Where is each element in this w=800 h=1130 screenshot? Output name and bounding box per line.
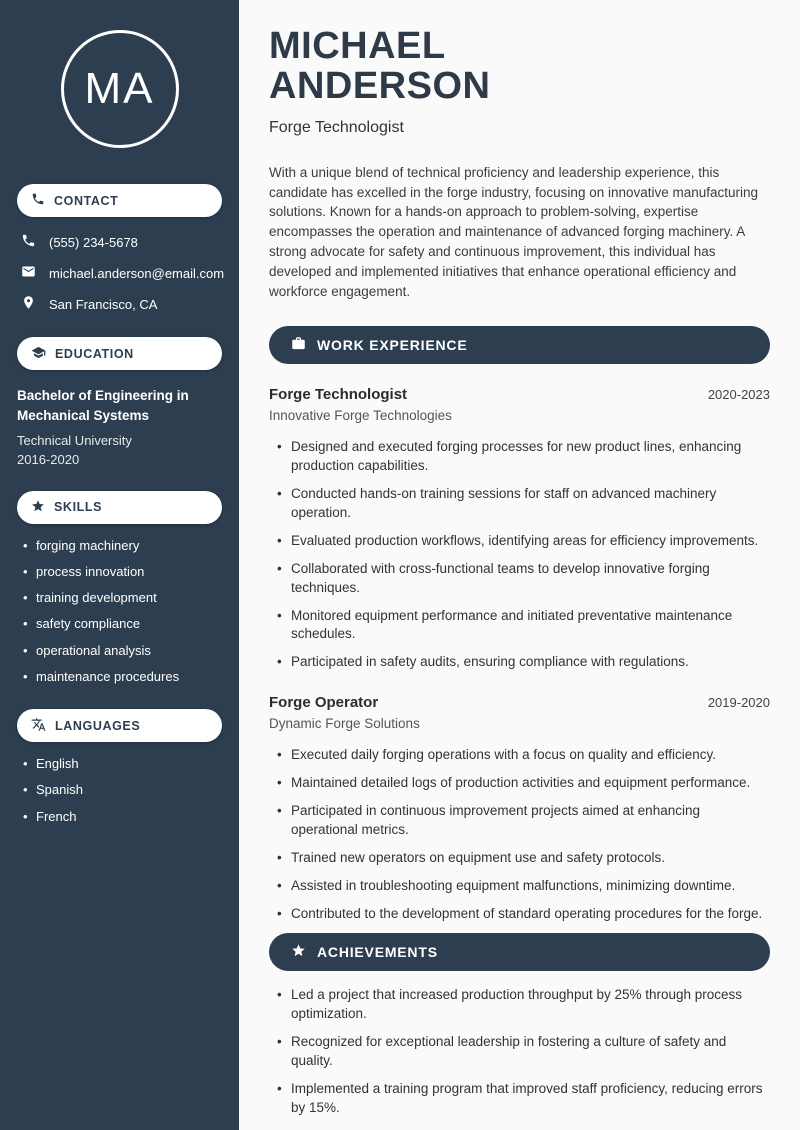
headline-job-title: Forge Technologist — [269, 118, 404, 136]
sidebar — [0, 0, 239, 1130]
mail-icon — [21, 264, 36, 282]
skill-item: • maintenance procedures — [23, 669, 222, 685]
education-degree: Bachelor of Engineering in Mechanical Systems — [17, 388, 189, 424]
job-bullet-list — [269, 438, 770, 672]
job-bullet: • Conducted hands-on training sessions for staff on advanced machinery operation. — [277, 485, 770, 523]
job-bullet: • Collaborated with cross-functional teams to develop innovative forging techniques. — [277, 560, 770, 598]
job-title: Forge Technologist — [269, 386, 408, 404]
phone-icon — [31, 192, 45, 209]
star-icon — [291, 943, 306, 961]
job-bullet: • Trained new operators on equipment use and safety protocols. — [277, 849, 770, 868]
education-school: Technical University — [17, 432, 132, 448]
skill-item: • process innovation — [23, 564, 222, 580]
job-bullet: • Executed daily forging operations with a focus on quality and efficiency. — [277, 746, 770, 765]
skill-item: • safety compliance — [23, 616, 222, 632]
education-header-label: EDUCATION — [55, 346, 134, 361]
contact-location-value: San Francisco, CA — [49, 296, 158, 312]
job-bullet: • Participated in safety audits, ensuring compliance with regulations. — [277, 653, 770, 672]
work-experience-header-label: WORK EXPERIENCE — [317, 337, 468, 354]
profile-summary: With a unique blend of technical proficiency and leadership experience, this candidate has excelled in the forge industry, focusing on innovative manufacturing solutions. Known for a hands-on approach to problem-solving, expertise encompasses the operation and maintenance of advanced forging machinery. A strong advocate for safety and continuous improvement, this individual has developed and implemented initiatives that enhance operational efficiency and workforce engagement. — [269, 164, 759, 300]
translate-icon — [31, 717, 46, 735]
job-company: Innovative Forge Technologies — [269, 408, 452, 424]
job-dates: 2020-2023 — [707, 387, 770, 403]
skill-item: • operational analysis — [23, 643, 222, 659]
achievement-bullet: • Led a project that increased production throughput by 25% through process optimization. — [277, 986, 770, 1024]
languages-list — [17, 756, 222, 825]
job-bullet: • Participated in continuous improvement projects aimed at enhancing operational metrics. — [277, 802, 770, 840]
contact-list — [21, 233, 225, 313]
phone-icon — [21, 233, 36, 251]
star-icon — [31, 499, 45, 516]
avatar — [61, 30, 179, 148]
job-title: Forge Operator — [269, 694, 379, 712]
languages-section-header — [17, 709, 222, 742]
job-bullet-list — [269, 746, 770, 923]
contact-header-label: CONTACT — [54, 193, 119, 208]
briefcase-icon — [291, 336, 306, 354]
job-header — [269, 386, 770, 403]
work-experience-section-header — [269, 326, 770, 364]
skills-list — [17, 538, 222, 686]
contact-email-value: michael.anderson@email.com — [49, 265, 225, 281]
job-entry — [269, 386, 770, 672]
first-name: MICHAEL — [269, 25, 446, 67]
graduation-cap-icon — [31, 345, 46, 363]
job-entry — [269, 694, 770, 923]
education-years: 2016-2020 — [17, 451, 80, 467]
job-bullet: • Monitored equipment performance and initiated preventative maintenance schedules. — [277, 607, 770, 645]
achievements-header-label: ACHIEVEMENTS — [317, 944, 438, 961]
contact-location-row — [21, 295, 222, 313]
languages-header-label: LANGUAGES — [55, 718, 141, 733]
job-bullet: • Contributed to the development of standard operating procedures for the forge. — [277, 905, 770, 924]
language-item: • Spanish — [23, 782, 222, 798]
job-bullet: • Designed and executed forging processes for new product lines, enhancing production capabilities. — [277, 438, 770, 476]
avatar-initials: MA — [84, 64, 155, 113]
achievements-section-header — [269, 933, 770, 971]
achievement-bullet: • Implemented a training program that improved staff proficiency, reducing errors by 15%. — [277, 1080, 770, 1118]
job-bullet: • Assisted in troubleshooting equipment malfunctions, minimizing downtime. — [277, 877, 770, 896]
resume-main — [239, 0, 800, 1130]
job-dates: 2019-2020 — [707, 695, 770, 711]
language-item: • English — [23, 756, 222, 772]
language-item: • French — [23, 809, 222, 825]
location-pin-icon — [21, 295, 36, 313]
skill-item: • training development — [23, 590, 222, 606]
job-bullet: • Evaluated production workflows, identifying areas for efficiency improvements. — [277, 532, 770, 551]
skills-header-label: SKILLS — [54, 500, 103, 514]
achievement-bullet: • Recognized for exceptional leadership in fostering a culture of safety and quality. — [277, 1033, 770, 1071]
job-bullet: • Maintained detailed logs of production activities and equipment performance. — [277, 774, 770, 793]
skill-item: • forging machinery — [23, 538, 222, 554]
contact-phone-row — [21, 233, 222, 251]
job-header — [269, 694, 770, 711]
job-company: Dynamic Forge Solutions — [269, 716, 420, 732]
last-name: ANDERSON — [269, 65, 491, 108]
contact-email-row — [21, 264, 225, 282]
achievements-list — [269, 986, 770, 1117]
contact-phone-value: (555) 234-5678 — [49, 234, 138, 250]
skills-section-header — [17, 491, 222, 524]
contact-section-header — [17, 184, 222, 217]
education-section-header — [17, 337, 222, 370]
